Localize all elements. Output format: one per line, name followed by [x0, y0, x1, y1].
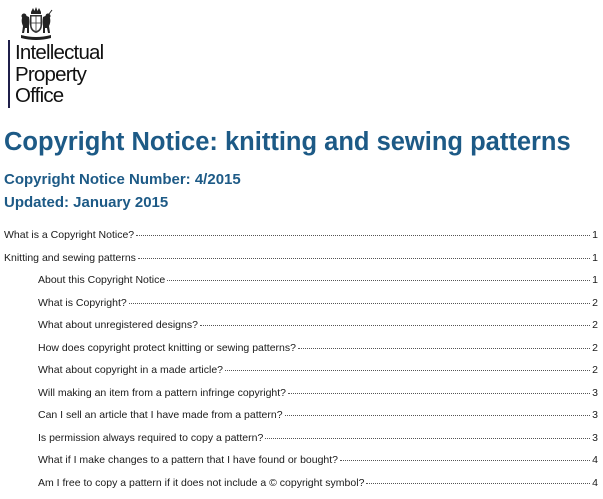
toc-entry-title: What is a Copyright Notice?: [4, 229, 134, 241]
logo-line: Intellectual: [15, 42, 103, 64]
toc-dot-leader: [366, 483, 590, 484]
toc-entry[interactable]: [0, 274, 603, 297]
toc-entry-title: Am I free to copy a pattern if it does not include a © copyright symbol?: [38, 477, 364, 489]
toc-entry[interactable]: [0, 297, 603, 320]
toc-entry-title: Can I sell an article that I have made from a pattern?: [38, 409, 283, 421]
toc-dot-leader: [225, 370, 590, 371]
toc-entry-page-number: 1: [592, 229, 598, 241]
toc-entry[interactable]: [0, 432, 603, 455]
toc-entry-title: What about copyright in a made article?: [38, 364, 223, 376]
toc-dot-leader: [129, 303, 590, 304]
toc-entry-title: Knitting and sewing patterns: [4, 252, 136, 264]
updated-date: Updated: January 2015: [4, 193, 168, 213]
toc-entry-title: Is permission always required to copy a pattern?: [38, 432, 263, 444]
logo-wordmark: [15, 42, 103, 107]
toc-entry-title: What is Copyright?: [38, 297, 127, 309]
toc-entry[interactable]: [0, 387, 603, 410]
toc-entry-page-number: 2: [592, 364, 598, 376]
toc-entry-page-number: 3: [592, 387, 598, 399]
table-of-contents: [0, 229, 603, 499]
toc-entry-title: What if I make changes to a pattern that I have found or bought?: [38, 454, 338, 466]
toc-entry-page-number: 1: [592, 252, 598, 264]
toc-dot-leader: [167, 280, 590, 281]
toc-entry[interactable]: [0, 409, 603, 432]
toc-dot-leader: [138, 258, 590, 259]
toc-dot-leader: [200, 325, 590, 326]
royal-coat-of-arms-icon: [16, 6, 56, 42]
toc-entry[interactable]: [0, 319, 603, 342]
toc-entry-title: Will making an item from a pattern infringe copyright?: [38, 387, 286, 399]
toc-entry-page-number: 3: [592, 432, 598, 444]
toc-entry[interactable]: [0, 252, 603, 275]
toc-entry-page-number: 2: [592, 319, 598, 331]
toc-entry-page-number: 2: [592, 342, 598, 354]
toc-entry-title: About this Copyright Notice: [38, 274, 165, 286]
toc-entry-page-number: 4: [592, 477, 598, 489]
logo-bar: [8, 40, 10, 108]
toc-entry[interactable]: [0, 364, 603, 387]
toc-entry-page-number: 1: [592, 274, 598, 286]
toc-dot-leader: [340, 460, 590, 461]
notice-number: Copyright Notice Number: 4/2015: [4, 170, 241, 190]
toc-entry[interactable]: [0, 477, 603, 499]
toc-dot-leader: [285, 415, 590, 416]
toc-entry-title: How does copyright protect knitting or sewing patterns?: [38, 342, 296, 354]
toc-entry-page-number: 4: [592, 454, 598, 466]
page-title: Copyright Notice: knitting and sewing patterns: [4, 126, 571, 158]
toc-entry-title: What about unregistered designs?: [38, 319, 198, 331]
toc-entry[interactable]: [0, 342, 603, 365]
logo-line: Office: [15, 85, 103, 107]
toc-dot-leader: [265, 438, 590, 439]
logo-line: Property: [15, 64, 103, 86]
toc-dot-leader: [288, 393, 590, 394]
toc-entry-page-number: 3: [592, 409, 598, 421]
toc-dot-leader: [298, 348, 590, 349]
toc-entry[interactable]: [0, 229, 603, 252]
toc-dot-leader: [136, 235, 590, 236]
ipo-logo: [4, 2, 134, 110]
toc-entry-page-number: 2: [592, 297, 598, 309]
toc-entry[interactable]: [0, 454, 603, 477]
